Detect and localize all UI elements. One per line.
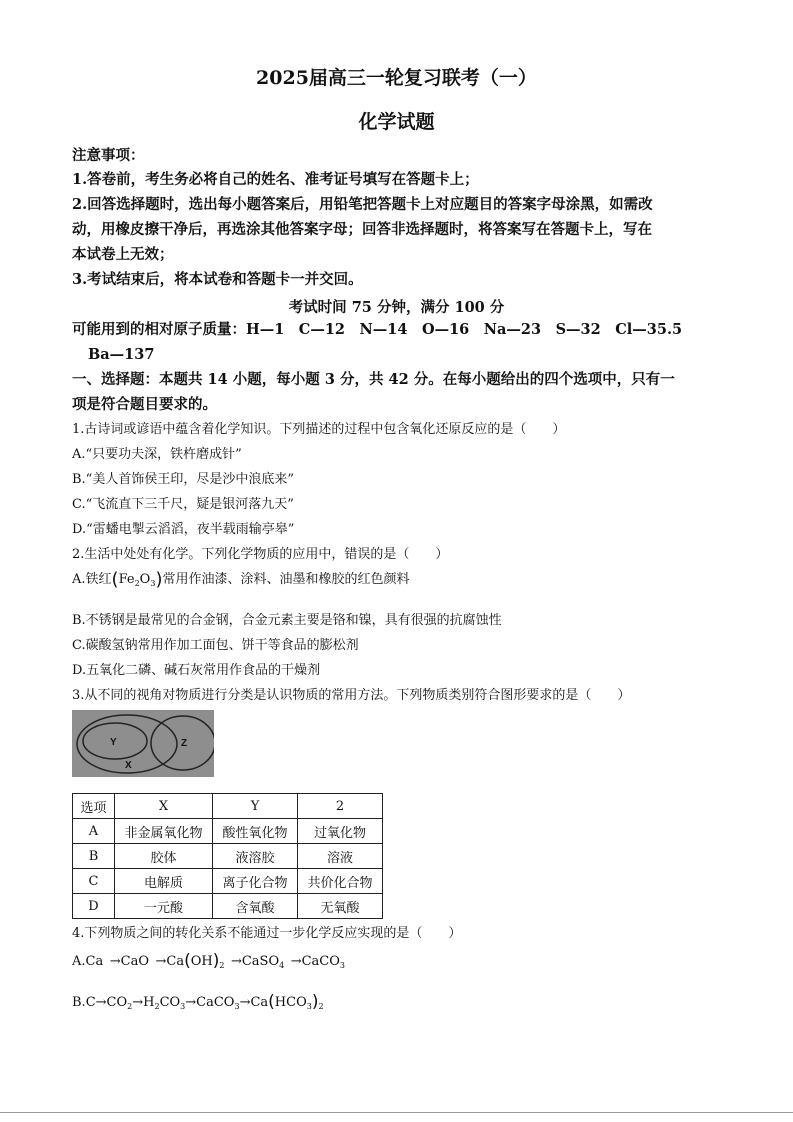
- table-row: [73, 844, 383, 869]
- table-cell: 含氧酸: [213, 894, 298, 919]
- table-row: [73, 894, 383, 919]
- question-1-option-d: D.“雷蟠电掣云滔滔，夜半载雨输亭皋”: [72, 522, 295, 537]
- exam-info: 考试时间 75 分钟，满分 100 分: [288, 299, 505, 316]
- table-header-cell: 2: [298, 794, 383, 819]
- subject-title: 化学试题: [358, 111, 435, 133]
- venn-label-y: Y: [110, 737, 117, 748]
- atomic-masses-line-2: Ba—137: [88, 346, 155, 363]
- reaction-chain-b: $C\to CO_2\to H_2CO_3\to CaCO_3\to Ca(HCO_3)_2$: [85, 992, 324, 1012]
- note-3: 3.考试结束后，将本试卷和答题卡一并交回。: [72, 271, 363, 288]
- table-header-cell: 选项: [73, 794, 115, 819]
- question-4-option-b: [72, 993, 324, 1016]
- table-header-cell: Y: [213, 794, 298, 819]
- formula-sub-3: 3: [150, 579, 156, 588]
- table-cell: 无氧酸: [298, 894, 383, 919]
- table-cell: 酸性氧化物: [213, 819, 298, 844]
- venn-label-z: Z: [181, 738, 188, 749]
- question-3-stem: 3.从不同的视角对物质进行分类是认识物质的常用方法。下列物质类别符合图形要求的是（ ）: [72, 688, 631, 703]
- table-cell: B: [73, 844, 115, 869]
- table-cell: 共价化合物: [298, 869, 383, 894]
- question-1-option-c: C.“飞流直下三千尺，疑是银河落九天”: [72, 497, 294, 512]
- table-cell: 液溶胶: [213, 844, 298, 869]
- question-2-option-d: D.五氧化二磷、碱石灰常用作食品的干燥剂: [72, 663, 321, 678]
- venn-label-x: X: [125, 760, 132, 771]
- note-2-line-3: 本试卷上无效；: [72, 246, 174, 263]
- table-cell: 电解质: [115, 869, 213, 894]
- exam-title: 2025届高三一轮复习联考（一）: [256, 67, 537, 89]
- option-a-label: A.: [72, 954, 86, 969]
- option-a-prefix: A.铁红: [72, 572, 112, 587]
- table-cell: 离子化合物: [213, 869, 298, 894]
- table-cell: 溶液: [298, 844, 383, 869]
- question-2-option-a: A.铁红$(Fe_2O_3)$常用作油漆、涂料、油墨和橡胶的红色颜料: [72, 569, 410, 590]
- venn-diagram: [72, 710, 214, 777]
- note-2-line-1: 2.回答选择题时，选出每小题答案后，用铅笔把答题卡上对应题目的答案字母涂黑，如需改: [72, 196, 653, 213]
- option-a-text: 常用作油漆、涂料、油墨和橡胶的红色颜料: [162, 572, 410, 587]
- question-2-option-c: C.碳酸氢钠常用作加工面包、饼干等食品的膨松剂: [72, 638, 359, 653]
- table-header-cell: X: [115, 794, 213, 819]
- note-2-line-2: 动，用橡皮擦干净后，再选涂其他答案字母；回答非选择题时，将答案写在答题卡上，写在: [72, 221, 652, 238]
- table-cell: 过氧化物: [298, 819, 383, 844]
- reaction-chain-a: Ca →CaO $\to Ca(OH)_2$ →CaSO$_4$ →CaCO$_3$: [85, 951, 345, 971]
- question-4-option-a: [72, 952, 345, 975]
- question-4-stem: 4.下列物质之间的转化关系不能通过一步化学反应实现的是（ ）: [72, 926, 462, 941]
- notes-heading: 注意事项：: [72, 147, 145, 164]
- table-cell: 一元酸: [115, 894, 213, 919]
- table-cell: A: [73, 819, 115, 844]
- formula-fe: Fe: [118, 572, 135, 587]
- option-b-label: B.: [72, 995, 86, 1010]
- formula-sub-2: 2: [134, 579, 140, 588]
- page-bottom-rule: [0, 1112, 793, 1113]
- table-cell: 非金属氧化物: [115, 819, 213, 844]
- venn-diagram-figure: [72, 710, 214, 777]
- table-cell: C: [73, 869, 115, 894]
- section-heading-line-2: 项是符合题目要求的。: [72, 396, 217, 413]
- note-1: 1.答卷前，考生务必将自己的姓名、准考证号填写在答题卡上；: [72, 171, 479, 188]
- atomic-masses-line-1: 可能用到的相对原子质量：H—1 C—12 N—14 O—16 Na—23 S—32 Cl—35.5: [72, 321, 683, 338]
- table-cell: 胶体: [115, 844, 213, 869]
- question-2-option-b: B.不锈钢是最常见的合金钢，合金元素主要是铬和镍，具有很强的抗腐蚀性: [72, 613, 502, 628]
- formula-o: O: [139, 572, 151, 587]
- table-cell: D: [73, 894, 115, 919]
- table-row: [73, 869, 383, 894]
- section-heading-line-1: 一、选择题：本题共 14 小题，每小题 3 分，共 42 分。在每小题给出的四个选项中，只有一: [72, 371, 675, 388]
- question-1-option-a: A.“只要功夫深，铁杵磨成针”: [72, 447, 242, 462]
- question-1-stem: 1.古诗词或谚语中蕴含着化学知识。下列描述的过程中包含氧化还原反应的是（ ）: [72, 422, 566, 437]
- table-row: [73, 819, 383, 844]
- table-header-row: [73, 794, 383, 819]
- options-table: [72, 793, 383, 919]
- question-1-option-b: B.“美人首饰侯王印，尽是沙中浪底来”: [72, 472, 294, 487]
- question-2-stem: 2.生活中处处有化学。下列化学物质的应用中，错误的是（ ）: [72, 547, 449, 562]
